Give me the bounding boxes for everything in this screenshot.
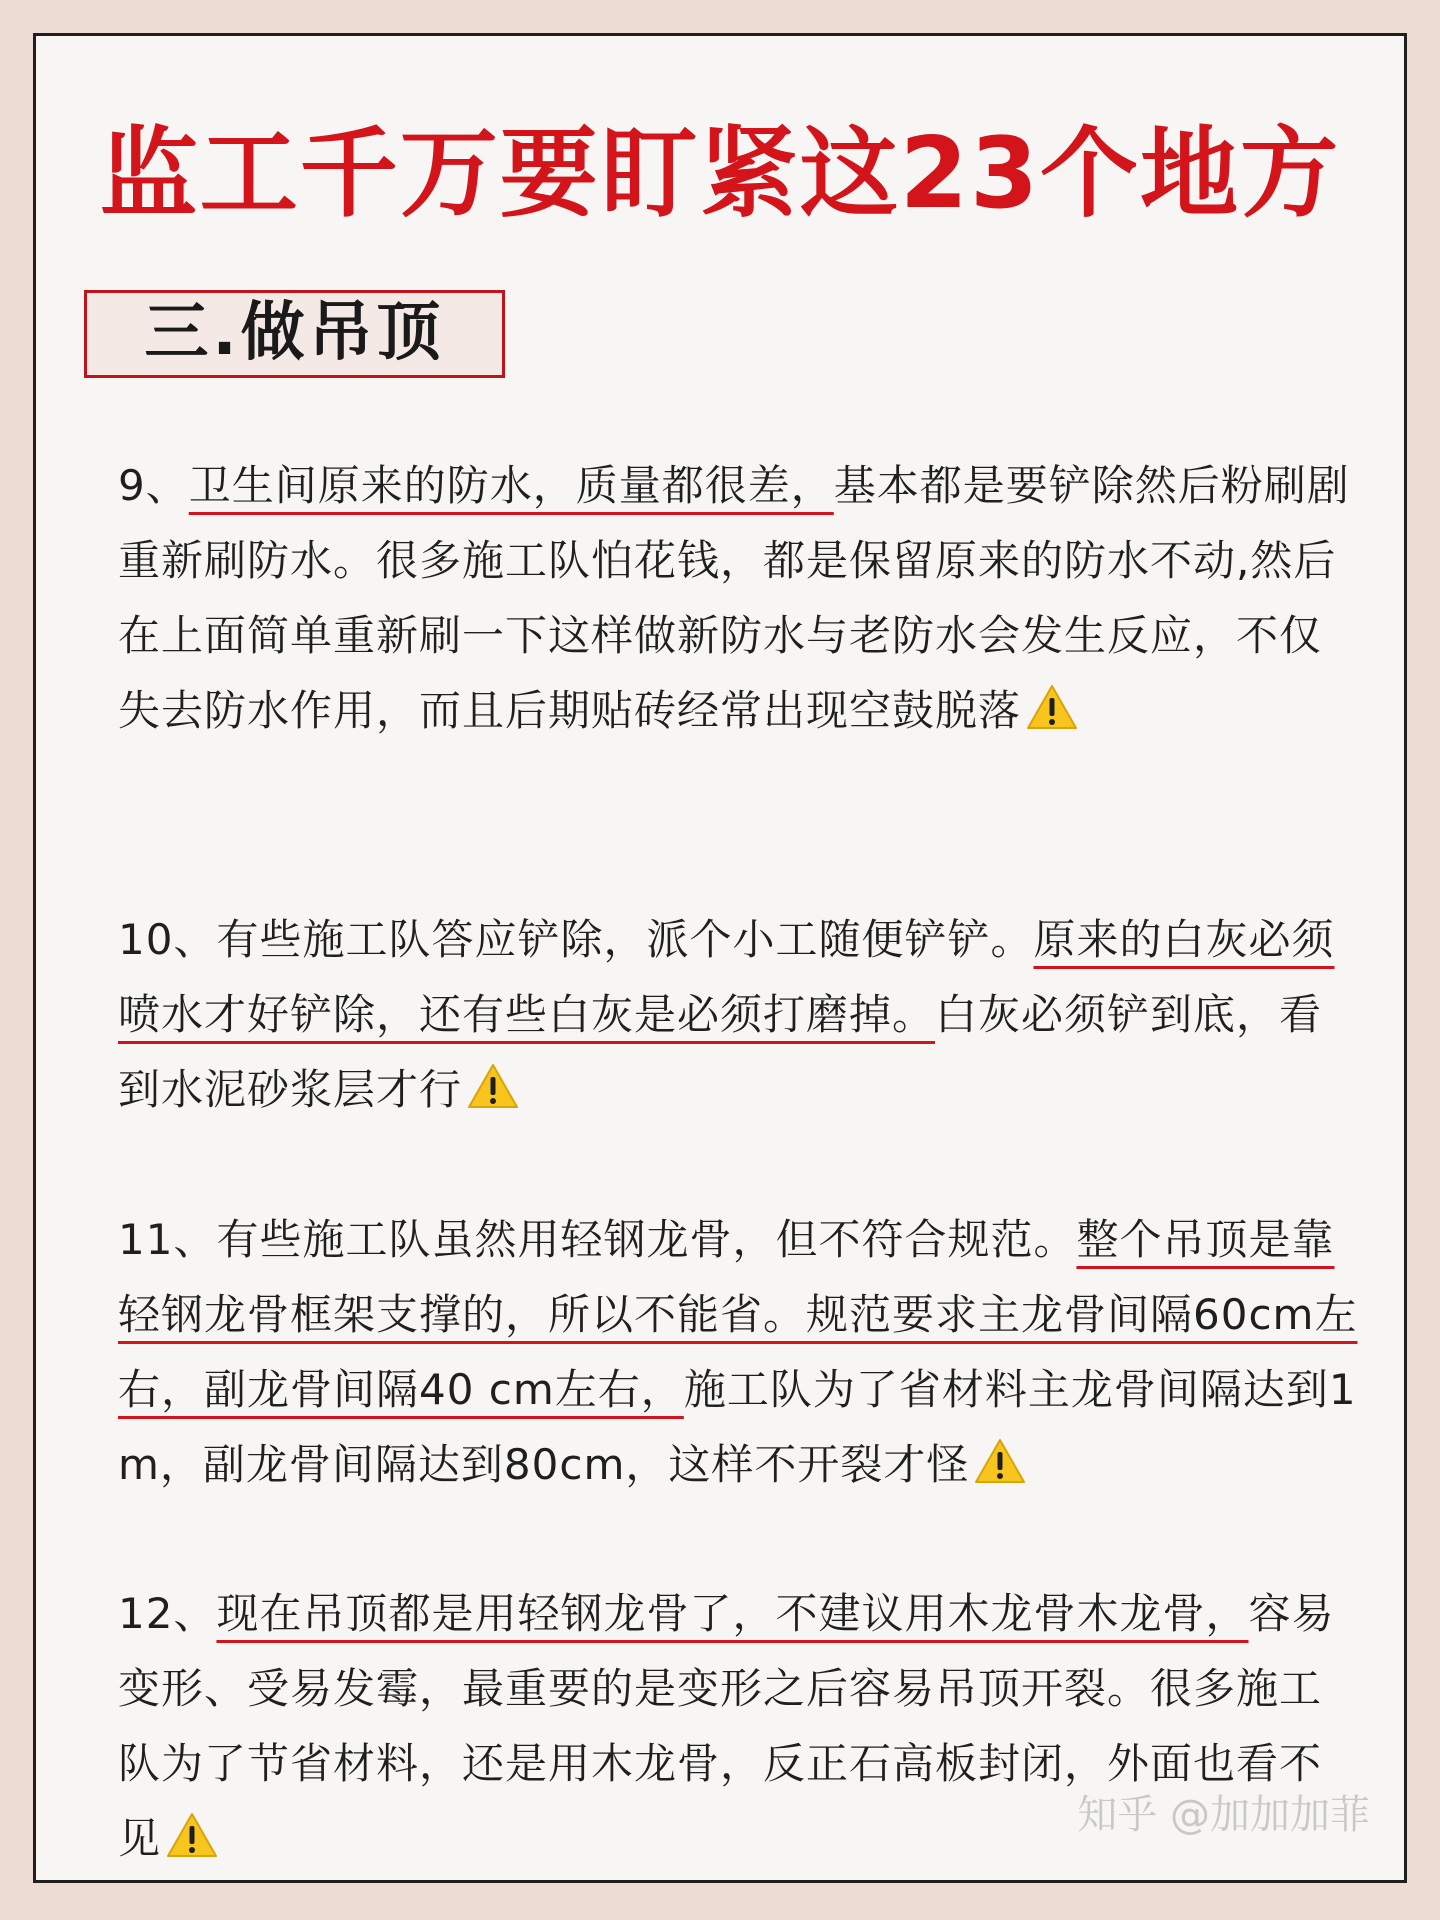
highlighted-text: 现在吊顶都是用轻钢龙骨了，不建议用木龙骨木龙骨，: [216, 1589, 1249, 1638]
highlighted-text: 原来的白灰必须喷水才好铲除，还有些白灰是必须打磨掉。: [118, 915, 1335, 1039]
paragraph-text: 白灰必须铲到底，看到水泥砂浆层才行: [118, 990, 1323, 1114]
paragraph-9: [118, 448, 1358, 748]
warning-icon: [973, 1437, 1027, 1485]
watermark: 知乎 @加加加菲: [1077, 1792, 1370, 1838]
paragraph-prefix: 10、有些施工队答应铲除，派个小工随便铲铲。: [118, 915, 1034, 964]
paragraph-prefix: 12、: [118, 1589, 217, 1638]
highlighted-text: 卫生间原来的防水，质量都很差，: [188, 461, 834, 510]
paragraph-prefix: 9、: [118, 461, 189, 510]
warning-icon: [165, 1811, 219, 1859]
paragraph-text: 容易变形、受易发霉，最重要的是变形之后容易吊顶开裂。很多施工队为了节省材料，还是用木龙骨，反正石高板封闭，外面也看不见: [118, 1589, 1335, 1863]
warning-icon: [1025, 683, 1079, 731]
warning-icon: [466, 1062, 520, 1110]
highlighted-text: 整个吊顶是靠轻钢龙骨框架支撑的，所以不能省。规范要求主龙骨间隔60cm左右，副龙骨间隔40 cm左右，: [118, 1215, 1358, 1414]
section-heading: 三.做吊顶: [84, 290, 505, 378]
page-title: 监工千万要盯紧这23个地方: [99, 117, 1341, 231]
paragraph-text: 施工队为了省材料主龙骨间隔达到1m，副龙骨间隔达到80cm，这样不开裂才怪: [118, 1365, 1357, 1489]
paragraph-text: 基本都是要铲除然后粉刷剧重新刷防水。很多施工队怕花钱，都是保留原来的防水不动,然后在上面简单重新刷一下这样做新防水与老防水会发生反应，不仅失去防水作用，而且后期贴砖经常出现空鼓脱落: [118, 461, 1350, 735]
content-card: [33, 33, 1407, 1883]
paragraph-11: [118, 1202, 1358, 1502]
paragraph-prefix: 11、有些施工队虽然用轻钢龙骨，但不符合规范。: [118, 1215, 1077, 1264]
paragraph-10: [118, 902, 1358, 1127]
